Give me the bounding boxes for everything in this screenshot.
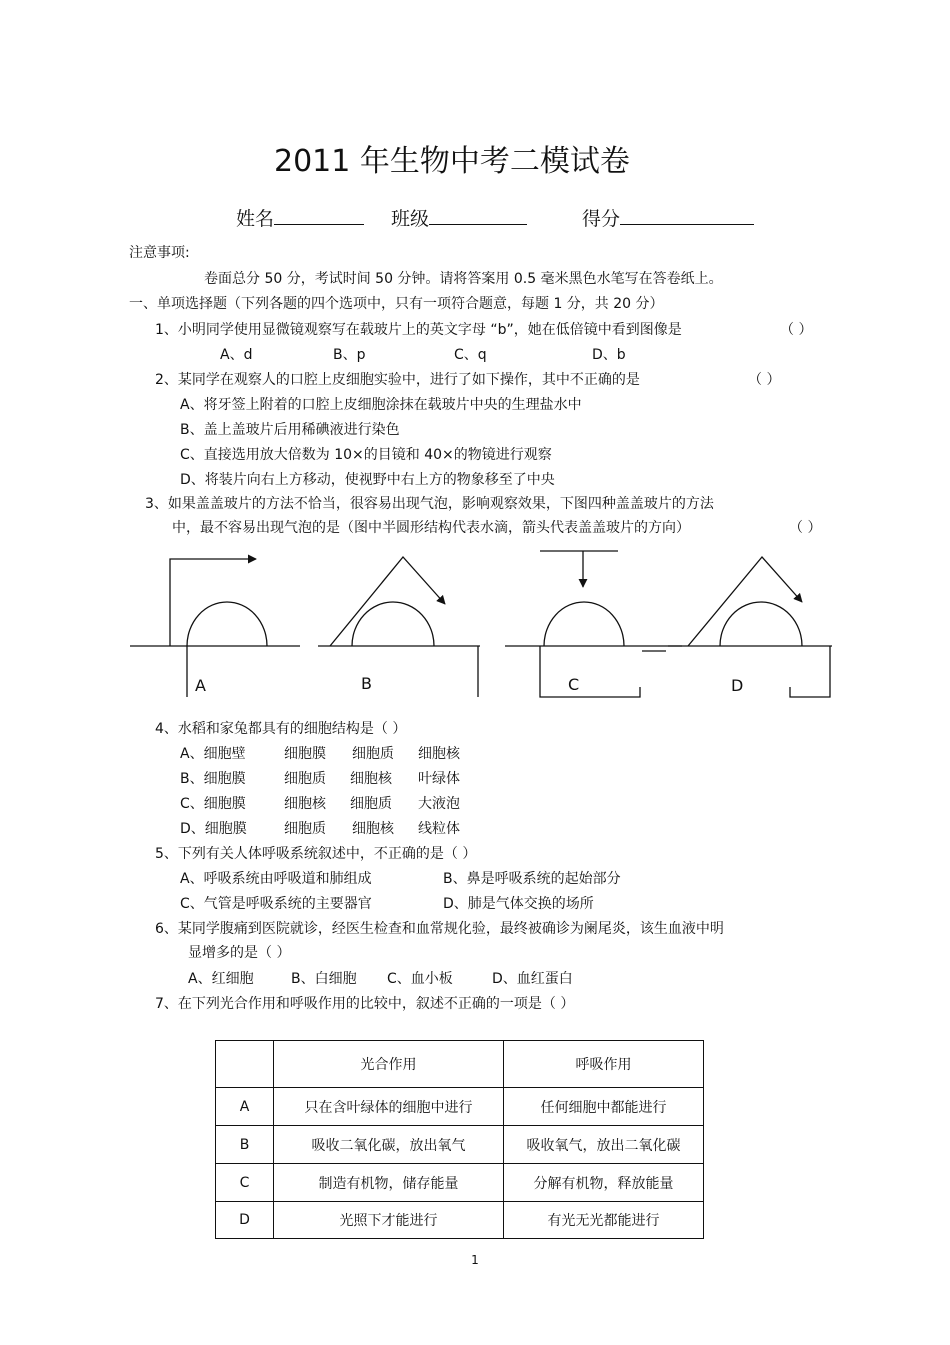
q4-option-a-4: 细胞核	[418, 746, 460, 762]
q1-option-b: B、p	[333, 347, 366, 363]
table-cell: 有光无光都能进行	[504, 1202, 704, 1239]
q4-stem: 4、水稻和家兔都具有的细胞结构是（ ）	[155, 721, 407, 737]
table-header-cell: 光合作用	[274, 1041, 504, 1088]
q3-answer-paren: （ ）	[789, 520, 822, 536]
table-cell: 任何细胞中都能进行	[504, 1088, 704, 1126]
notice-text: 卷面总分 50 分，考试时间 50 分钟。请将答案用 0.5 毫米黑色水笔写在答卷纸上。	[204, 271, 723, 287]
q4-option-a-1: A、细胞壁	[180, 746, 246, 762]
q2-stem: 2、某同学在观察人的口腔上皮细胞实验中，进行了如下操作，其中不正确的是	[155, 372, 640, 388]
table-cell: 吸收二氧化碳，放出氧气	[274, 1126, 504, 1164]
q3-stem-line2: 中，最不容易出现气泡的是（图中半圆形结构代表水滴，箭头代表盖盖玻片的方向）	[172, 520, 690, 536]
table-header-cell	[216, 1041, 274, 1088]
q4-option-b-4: 叶绿体	[418, 771, 460, 787]
table-row	[216, 1088, 704, 1126]
notice-heading: 注意事项:	[129, 245, 190, 261]
page-number: 1	[471, 1253, 479, 1267]
q2-option-c: C、直接选用放大倍数为 10×的目镜和 40×的物镜进行观察	[180, 447, 552, 463]
section-heading: 一、单项选择题（下列各题的四个选项中，只有一项符合题意，每题 1 分，共 20 分）	[129, 296, 664, 312]
q5-option-b: B、鼻是呼吸系统的起始部分	[443, 871, 621, 887]
q6-option-d: D、血红蛋白	[492, 971, 573, 987]
table-cell: 吸收氧气，放出二氧化碳	[504, 1126, 704, 1164]
q2-answer-paren: （ ）	[748, 372, 781, 388]
q6-stem-line1: 6、某同学腹痛到医院就诊，经医生检查和血常规化验，最终被确诊为阑尾炎，该生血液中明	[155, 921, 724, 937]
q4-option-a-3: 细胞质	[352, 746, 394, 762]
q4-option-d-1: D、细胞膜	[180, 821, 247, 837]
q4-option-c-1: C、细胞膜	[180, 796, 246, 812]
q4-option-d-4: 线粒体	[418, 821, 460, 837]
q5-option-d: D、肺是气体交换的场所	[443, 896, 594, 912]
table-cell: 分解有机物，释放能量	[504, 1164, 704, 1202]
q4-option-b-3: 细胞核	[350, 771, 392, 787]
table-cell: 制造有机物，储存能量	[274, 1164, 504, 1202]
q6-option-c: C、血小板	[387, 971, 453, 987]
table-row	[216, 1202, 704, 1239]
table-header-cell: 呼吸作用	[504, 1041, 704, 1088]
q2-option-d: D、将装片向右上方移动，使视野中右上方的物象移至了中央	[180, 472, 555, 488]
q2-option-b: B、盖上盖玻片后用稀碘液进行染色	[180, 422, 400, 438]
table-row	[216, 1126, 704, 1164]
q6-option-a: A、红细胞	[188, 971, 254, 987]
q4-option-d-2: 细胞质	[284, 821, 326, 837]
table-row	[216, 1164, 704, 1202]
q1-option-c: C、q	[454, 347, 487, 363]
comparison-table	[215, 1040, 704, 1239]
figure-panel-c	[505, 551, 682, 697]
q1-answer-paren: （ ）	[780, 322, 813, 338]
figure-label-a: A	[195, 676, 206, 695]
q4-option-c-4: 大液泡	[418, 796, 460, 812]
q5-option-c: C、气管是呼吸系统的主要器官	[180, 896, 372, 912]
page-title: 2011 年生物中考二模试卷	[274, 144, 630, 179]
q6-option-b: B、白细胞	[291, 971, 357, 987]
table-cell: 只在含叶绿体的细胞中进行	[274, 1088, 504, 1126]
q4-option-d-3: 细胞核	[352, 821, 394, 837]
table-cell: B	[216, 1126, 274, 1164]
q1-stem: 1、小明同学使用显微镜观察写在载玻片上的英文字母 “b”，她在低倍镜中看到图像是	[155, 322, 682, 338]
q5-option-a: A、呼吸系统由呼吸道和肺组成	[180, 871, 372, 887]
q1-option-a: A、d	[220, 347, 253, 363]
figure-label-c: C	[568, 675, 580, 694]
q1-option-d: D、b	[592, 347, 626, 363]
q4-option-c-3: 细胞质	[350, 796, 392, 812]
table-cell: A	[216, 1088, 274, 1126]
class-label: 班级	[391, 208, 430, 230]
q4-option-c-2: 细胞核	[284, 796, 326, 812]
name-label: 姓名	[236, 208, 275, 230]
table-header-row	[216, 1041, 704, 1088]
q4-option-a-2: 细胞膜	[284, 746, 326, 762]
figure-panel-d	[668, 557, 832, 697]
q7-stem: 7、在下列光合作用和呼吸作用的比较中，叙述不正确的一项是（ ）	[155, 996, 575, 1012]
q4-option-b-1: B、细胞膜	[180, 771, 246, 787]
q3-stem-line1: 3、如果盖盖玻片的方法不恰当，很容易出现气泡，影响观察效果，下图四种盖盖玻片的方法	[145, 496, 714, 512]
q4-option-b-2: 细胞质	[284, 771, 326, 787]
q2-option-a: A、将牙签上附着的口腔上皮细胞涂抹在载玻片中央的生理盐水中	[180, 397, 582, 413]
q6-stem-line2: 显增多的是（ ）	[188, 945, 291, 961]
table-cell: 光照下才能进行	[274, 1202, 504, 1239]
q5-stem: 5、下列有关人体呼吸系统叙述中，不正确的是（ ）	[155, 846, 477, 862]
score-label: 得分	[582, 208, 621, 230]
figure-label-b: B	[361, 674, 372, 693]
figure-panel-b	[318, 557, 480, 697]
table-cell: C	[216, 1164, 274, 1202]
figure-label-d: D	[731, 676, 744, 695]
table-cell: D	[216, 1202, 274, 1239]
figure-panel-a	[130, 559, 300, 697]
